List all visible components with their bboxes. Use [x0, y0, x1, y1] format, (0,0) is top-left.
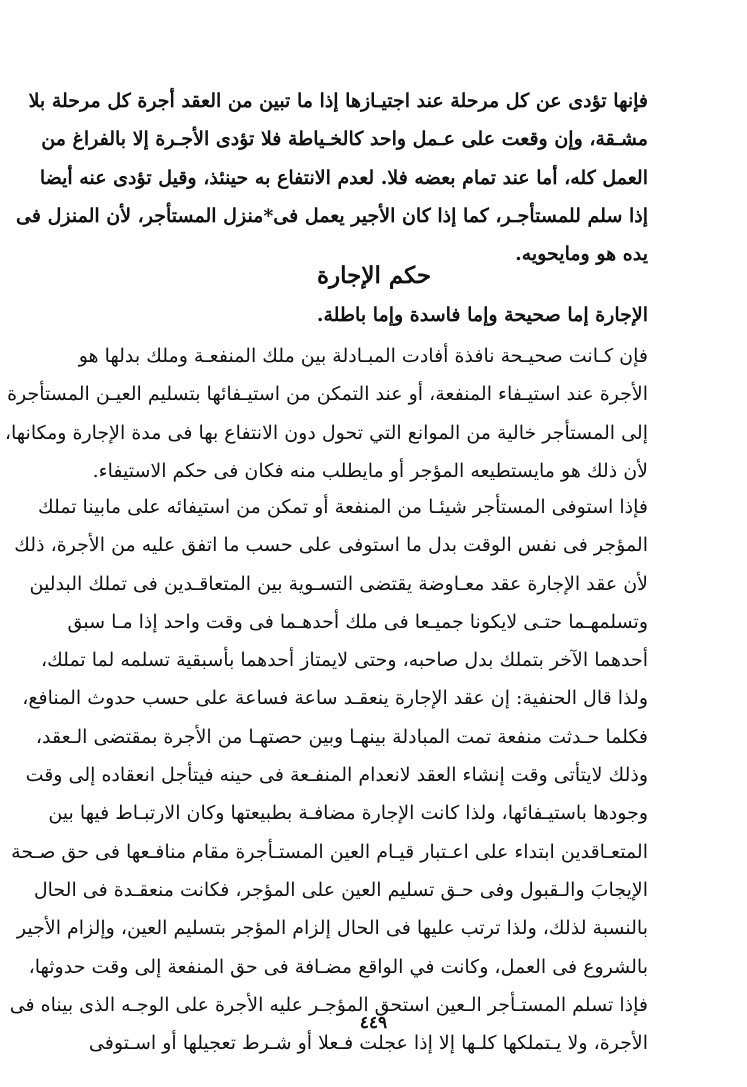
text-line: الأجرة عند استيـفاء المنفعة، أو عند التمكن من استيـفائها بتسليم العيـن المستأجرة [7, 383, 648, 406]
text-line: مشـقة، وإن وقعت على عـمل واحد كالخـياطة فلا تؤدى الأجـرة إلا بالفراغ من [41, 128, 648, 151]
section-heading: حكم الإجارة [316, 262, 432, 289]
text-line: بالنسبة لذلك، ولذا ترتب عليها فى الحال إلزام المؤجر بتسليم العين، وإلزام الأجير [16, 917, 648, 940]
text-line: وتسلمهـما حتـى لايكونا جميـعا فى ملك أحدهـما فى وقت واحد إذا مـا سبق [67, 610, 648, 633]
opening-paragraph [16, 82, 648, 273]
valid-lease-paragraph [4, 337, 648, 490]
text-line: لأن ذلك هو مايستطيعه المؤجر أو مايطلب منه فكان فى حكم الاستيفاء. [92, 459, 648, 482]
text-line: ولذا قال الحنفية: إن عقد الإجارة ينعقـد ساعة فساعة على حسب حدوث المنافع، [22, 687, 648, 710]
text-line: المؤجر فى نفس الوقت بدل ما استوفى على حسب ما اتفق عليه من الأجرة، ذلك [14, 534, 648, 557]
text-line: إذا سلم للمستأجـر، كما إذا كان الأجير يعمل فى*منزل المستأجر، لأن المنزل فى [16, 204, 648, 227]
text-line: وجودها باستيـفائها، ولذا كانت الإجارة مضافـة بطبيعتها وكان الارتبـاط فيها بين [48, 802, 648, 825]
text-line: بالشروع فى العمل، وكانت في الواقع مضـافة فى حق المنفعة إلى وقت حدوثها، [28, 955, 648, 978]
text-line: فإذا استوفى المستأجر شيئـا من المنفعة أو تمكن من استيفائه على مابينا تملك [37, 496, 648, 518]
text-line: يده هو ومايحويه. [515, 243, 648, 266]
text-line: إلى المستأجر خالية من الموانع التي تحول دون الانتفاع بها فى مدة الإجارة ومكانها، [4, 421, 648, 444]
text-line: فإنها تؤدى عن كل مرحلة عند اجتيـازها إذا ما تبين من العقد أجرة كل مرحلة بلا [28, 90, 648, 112]
page-number: ٤٤٩ [359, 1013, 388, 1033]
text-line: الإيجابَ والـقبول وفى حـق تسليم العين على المؤجر، فكانت منعقـدة فى الحال [33, 878, 648, 901]
text-line: لأن عقد الإجارة عقد معـاوضة يقتضى التسـوية بين المتعاقـدين فى تملك البدلين [29, 572, 648, 595]
text-line: فإن كـانت صحيـحة نافذة أفادت المبـادلة بين ملك المنفعـة وملك بدلها هو [78, 345, 648, 367]
text-line: المتعـاقدين ابتداء على اعـتبار قيـام العين المستـأجرة مقام منافـعها فى حق صـحة [11, 840, 648, 863]
text-line: وذلك لايتأتى وقت إنشاء العقد لانعدام المنفـعة فى حينه فيتأجل انعقاده إلى وقت [25, 764, 648, 787]
text-line: الأجرة، ولا يـتملكها كلـها إلا إذا عجلت فـعلا أو شـرط تعجيلها أو اسـتوفى [88, 1032, 648, 1055]
text-line: فإذا تسلم المستـأجر الـعين استحق المؤجـر عليه الأجرة على الوجـه الذى بيناه فى [9, 993, 648, 1016]
text-line: أحدهما الآخر بتملك بدل صاحبه، وحتى لايمتاز أحدهما بأسبقية تسلمه لما تملك، [41, 649, 648, 672]
text-line: الإجارة إما صحيحة وإما فاسدة وإما باطلة. [316, 304, 648, 326]
intro-paragraph [100, 296, 648, 334]
text-line: العمل كله، أما عند تمام بعضه فلا. لعدم الانتفاع به حينئذ، وقيل تؤدى عنه أيضا [39, 166, 648, 189]
ownership-paragraph [9, 488, 648, 1062]
text-line: فكلما حـدثت منفعة تمت المبادلة بينهـا وبين حصتهـا من الأجرة بمقتضى الـعقد، [35, 725, 648, 748]
